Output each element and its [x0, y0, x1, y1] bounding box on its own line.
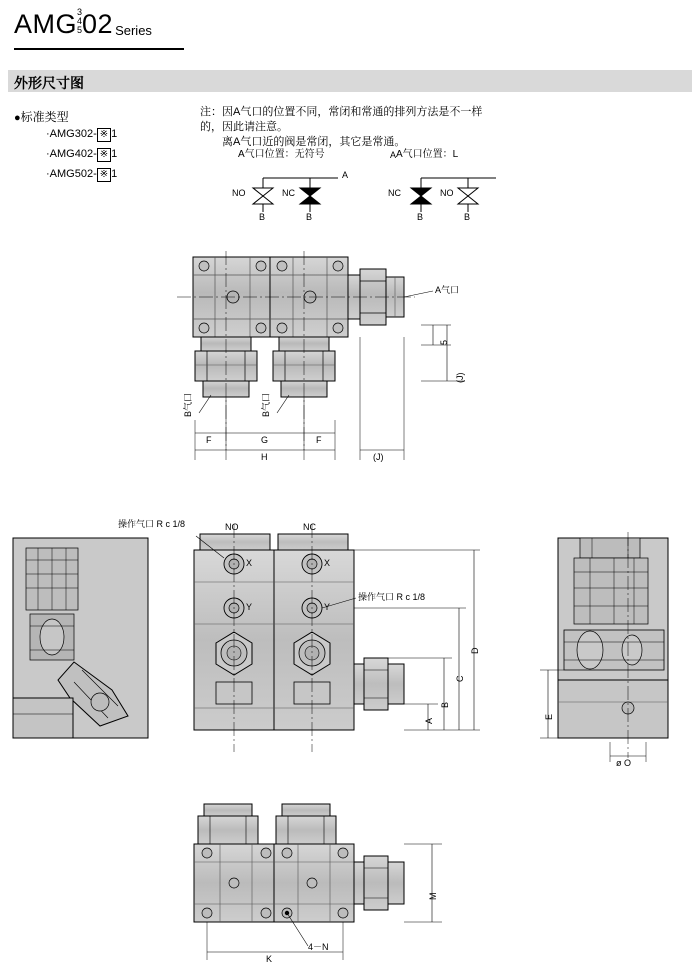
- symbol-caption: A气口位置：L: [396, 149, 459, 160]
- top-view-drawing: [175, 245, 495, 485]
- symbol-label-b-right: B: [464, 212, 471, 222]
- label-port-b-right: B气口: [261, 392, 271, 417]
- dim-j-vertical: (J): [455, 372, 465, 383]
- type-prefix: ·AMG402-: [46, 148, 97, 160]
- type-prefix: ·AMG502-: [46, 168, 97, 180]
- dim-holes: 4－N: [308, 942, 329, 952]
- label-nc: NC: [303, 522, 316, 532]
- bullet-icon: ●: [14, 112, 21, 124]
- symbol-label-b-left: B: [259, 212, 266, 222]
- dim-e: E: [544, 713, 554, 720]
- note-line-1: 注：因A气口的位置不同，常闭和常通的排列方法是不一样的，因此请注意。: [200, 106, 483, 133]
- dim-b: B: [440, 701, 450, 708]
- symbol-caption: A气口位置：无符号: [238, 149, 325, 160]
- symbol-label-nc: NC: [282, 188, 295, 198]
- note-block: [200, 105, 500, 150]
- type-item-amg302: [46, 128, 117, 142]
- symbol-label-a: A: [342, 170, 349, 180]
- label-no: NO: [225, 522, 239, 532]
- type-box: ※: [97, 128, 111, 142]
- standard-type-heading: [14, 108, 69, 125]
- label-operate-port-right: 操作气口 R c 1/8: [358, 592, 426, 602]
- symbol-diagram-no-suffix: [232, 145, 368, 222]
- title-series: Series: [115, 23, 152, 38]
- type-box: ※: [97, 168, 111, 182]
- type-item-amg402: [46, 148, 117, 162]
- dim-j: (J): [373, 452, 384, 462]
- label-port-a: A气口: [435, 285, 460, 295]
- dim-a: A: [424, 717, 434, 724]
- dim-f-left: F: [206, 435, 212, 445]
- label-port-y-right: Y: [324, 602, 331, 612]
- dim-c: C: [455, 675, 465, 682]
- left-section-view: [8, 530, 158, 770]
- type-suffix: 1: [111, 168, 118, 180]
- section-title: 外形尺寸图: [14, 75, 84, 91]
- symbol-diagram-l: [388, 145, 526, 222]
- section-header-bar: [8, 70, 692, 92]
- label-port-y-left: Y: [246, 602, 253, 612]
- title-main-b: 02: [82, 9, 114, 39]
- title-frac-4: 4: [77, 16, 83, 26]
- type-suffix: 1: [111, 148, 118, 160]
- symbol-label-b-right: B: [306, 212, 313, 222]
- dim-f-right: F: [316, 435, 322, 445]
- dim-d: D: [470, 647, 480, 654]
- type-item-amg502: [46, 168, 117, 182]
- dim-k: K: [266, 954, 273, 964]
- label-port-x-right: X: [324, 558, 331, 568]
- front-view-drawing: [118, 512, 500, 782]
- standard-type-label: 标准类型: [20, 110, 69, 124]
- symbol-label-a: A: [390, 150, 397, 160]
- title-main-a: AMG: [14, 9, 78, 39]
- dim-o: ø O: [616, 758, 631, 768]
- title-underline: [14, 48, 184, 50]
- bottom-view-drawing: [180, 800, 480, 975]
- type-box: ※: [97, 148, 111, 162]
- title-frac-3: 3: [77, 7, 83, 17]
- dim-h: H: [261, 452, 268, 462]
- symbol-label-b-left: B: [417, 212, 424, 222]
- type-prefix: ·AMG302-: [46, 128, 97, 140]
- label-port-b-left: B气口: [183, 392, 193, 417]
- symbol-label-no: NO: [232, 188, 246, 198]
- symbol-label-nc: NC: [388, 188, 401, 198]
- title-frac-5: 5: [77, 25, 83, 35]
- dim-g: G: [261, 435, 269, 445]
- label-operate-port-left: 操作气口 R c 1/8: [118, 519, 186, 529]
- page-title: [14, 8, 184, 40]
- note-line-2: 离A气口近的阀是常闭，其它是常通。: [222, 136, 406, 148]
- type-suffix: 1: [111, 128, 118, 140]
- symbol-label-no: NO: [440, 188, 454, 198]
- dim-m: M: [428, 892, 438, 900]
- dim-5: 5: [439, 339, 449, 345]
- right-section-view: [540, 530, 695, 780]
- label-port-x-left: X: [246, 558, 253, 568]
